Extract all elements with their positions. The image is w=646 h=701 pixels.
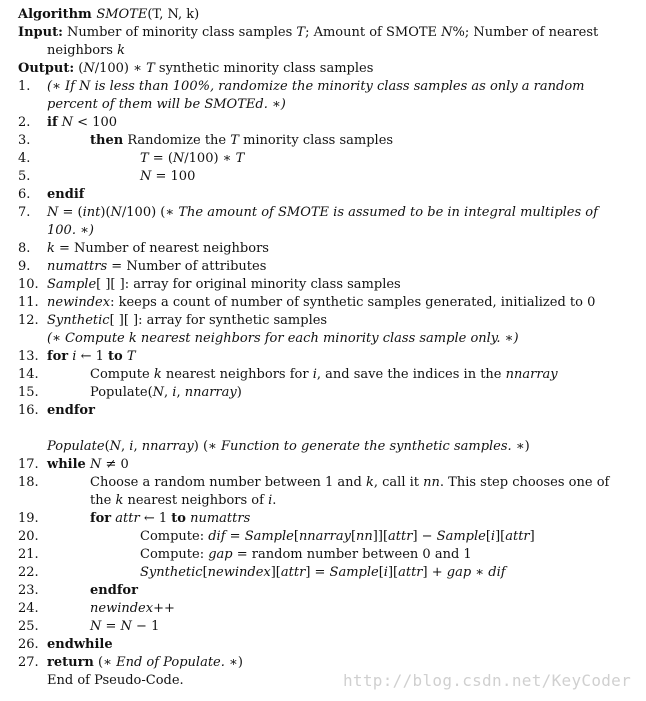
text-run: ) (236, 385, 242, 400)
line-number: 24. (18, 601, 39, 616)
text-run: (∗ If (47, 79, 80, 94)
text-run: Compute (90, 367, 154, 382)
text-run: Number of minority class samples (62, 25, 297, 40)
text-run: to (171, 511, 186, 526)
line-number: 16. (18, 403, 39, 418)
text-run: if (47, 115, 58, 130)
text-run: i (383, 565, 388, 580)
line-number: 18. (18, 475, 39, 490)
code-line (47, 672, 184, 690)
text-run: nn (356, 529, 373, 544)
code-line (140, 150, 244, 168)
text-run: gap (446, 565, 472, 580)
text-run: [ ][ ]: array for synthetic samples (109, 313, 328, 328)
text-run: [ ][ ]: array for original minority class samples (96, 277, 401, 292)
code-line (47, 276, 401, 294)
text-run: synthetic minority class samples (154, 61, 374, 76)
text-run: ]][ (372, 529, 389, 544)
text-run: %; Number of nearest (452, 25, 599, 40)
text-run: T (296, 25, 306, 40)
code-line (90, 132, 393, 150)
text-run: is less than 100%, randomize the minority class samples as only a random (90, 79, 585, 94)
line-number: 20. (18, 529, 39, 544)
code-line (47, 78, 585, 96)
code-line (90, 384, 242, 402)
text-run: : keeps a count of number of synthetic samples generated, initialized to 0 (110, 295, 596, 310)
text-run: T (230, 133, 239, 148)
text-run: ∗ (471, 565, 489, 580)
text-run: endwhile (47, 637, 113, 652)
text-run: = ( (58, 205, 83, 220)
text-run: N (89, 457, 102, 472)
text-run: N (61, 115, 74, 130)
code-line (47, 654, 243, 672)
text-run: ∗) (224, 655, 243, 670)
input-line (18, 24, 598, 42)
text-run: N (90, 619, 102, 634)
text-run: percent of them will be SMOTEd. ∗) (47, 97, 286, 112)
line-number: 15. (18, 385, 39, 400)
text-run: i (268, 493, 273, 508)
text-run: ][ (495, 529, 506, 544)
text-run: N (441, 25, 453, 40)
line-number: 21. (18, 547, 39, 562)
text-run: (T, N, k) (147, 7, 200, 22)
text-run: nearest neighbors of (123, 493, 269, 508)
line-number: 7. (18, 205, 31, 220)
text-run: [ (293, 529, 299, 544)
code-line (90, 618, 159, 636)
text-run: /100) ∗ (94, 61, 147, 76)
text-run: T (146, 61, 155, 76)
text-run: ][ (270, 565, 281, 580)
text-run: the (90, 493, 116, 508)
code-line (90, 510, 250, 528)
text-run: ) (∗ (193, 439, 222, 454)
text-run: ][ (387, 565, 399, 580)
line-number: 1. (18, 79, 31, 94)
text-run: Algorithm (18, 7, 97, 22)
text-run: N (47, 205, 59, 220)
text-run: ] = (305, 565, 330, 580)
text-run: ( (74, 61, 84, 76)
code-line (47, 114, 117, 132)
text-run: int (82, 205, 101, 220)
text-run: Sample (244, 529, 294, 544)
code-line (47, 348, 136, 366)
text-run: N (120, 619, 132, 634)
line-number: 8. (18, 241, 31, 256)
code-line (47, 294, 595, 312)
code-line (140, 564, 506, 582)
text-run: = 100 (151, 169, 196, 184)
text-run: (∗ Compute (47, 331, 129, 346)
text-run: = (101, 619, 121, 634)
text-run: neighbors (47, 43, 118, 58)
line-number: 22. (18, 565, 39, 580)
line-number: 17. (18, 457, 39, 472)
text-run: T (235, 151, 245, 166)
text-run: N (152, 385, 165, 400)
text-run: return (47, 655, 94, 670)
text-run: nnarray (184, 385, 237, 400)
text-run: for (47, 349, 69, 364)
code-line (90, 474, 609, 492)
text-run: /100) (∗ (121, 205, 179, 220)
text-run: then (90, 133, 124, 148)
text-run: [ (378, 565, 384, 580)
text-run: Sample (436, 529, 486, 544)
line-number: 11. (18, 295, 39, 310)
text-run: , call it (373, 475, 424, 490)
code-line (47, 258, 266, 276)
line-number: 4. (18, 151, 31, 166)
text-run: ∗) (511, 439, 530, 454)
text-run: attr (505, 529, 530, 544)
line-number: 27. (18, 655, 39, 670)
code-line (140, 546, 472, 564)
watermark: http://blog.csdn.net/KeyCoder (343, 671, 632, 690)
text-run: , (133, 439, 142, 454)
text-run: gap (208, 547, 233, 562)
line-number: 25. (18, 619, 39, 634)
code-line (140, 168, 195, 186)
text-run: (∗ (93, 655, 117, 670)
text-run: N (83, 61, 95, 76)
text-run: nnarray (141, 439, 194, 454)
text-run: )( (100, 205, 111, 220)
text-run: ] − (412, 529, 437, 544)
text-run: End of Pseudo-Code. (47, 673, 184, 688)
text-run: Populate (47, 439, 105, 454)
text-run: , (176, 385, 185, 400)
text-run: k (117, 43, 125, 58)
code-line (90, 582, 138, 600)
text-run: endfor (90, 583, 138, 598)
text-run: Synthetic (140, 565, 203, 580)
text-run: i (490, 529, 496, 544)
text-run: [ (202, 565, 208, 580)
text-run: minority class samples (238, 133, 394, 148)
line-number: 12. (18, 313, 39, 328)
text-run: nnarray (505, 367, 558, 382)
code-line (47, 402, 95, 420)
code-line (90, 492, 276, 510)
input-continuation (47, 42, 125, 60)
code-line (47, 96, 286, 114)
text-run: ← 1 (139, 511, 172, 526)
line-number: 3. (18, 133, 31, 148)
text-run: Choose a random number between 1 and (90, 475, 366, 490)
text-run: Function to generate the synthetic samples. (221, 439, 512, 454)
text-run: , (121, 439, 130, 454)
code-line (47, 222, 94, 240)
text-run: nearest neighbors for (161, 367, 313, 382)
line-number: 5. (18, 169, 31, 184)
code-line (90, 366, 558, 384)
text-run: newindex (90, 601, 154, 616)
text-run: dif (208, 529, 226, 544)
text-run: The amount of SMOTE is assumed to be in integral multiples of (178, 205, 598, 220)
text-run: T (126, 349, 136, 364)
text-run: k (115, 493, 124, 508)
text-run: < 100 (73, 115, 118, 130)
text-run: ← 1 (76, 349, 108, 364)
line-number: 13. (18, 349, 39, 364)
line-number: 14. (18, 367, 39, 382)
text-run: Compute: (140, 547, 209, 562)
text-run: = random number between 0 and 1 (232, 547, 472, 562)
code-line (140, 528, 535, 546)
line-number: 23. (18, 583, 39, 598)
text-run: Sample (47, 277, 97, 292)
text-run: N (109, 439, 122, 454)
text-run: while (47, 457, 86, 472)
text-run: ( (104, 439, 110, 454)
text-run: End of Populate. (116, 655, 225, 670)
text-run: . (272, 493, 277, 508)
text-run: , and save the indices in the (316, 367, 506, 382)
text-run: numattrs (47, 259, 108, 274)
text-run: nnarray (298, 529, 351, 544)
line-number: 26. (18, 637, 39, 652)
text-run: − 1 (131, 619, 160, 634)
text-run: k (153, 367, 162, 382)
code-line (90, 600, 175, 618)
text-run: SMOTE (96, 7, 148, 22)
code-line (47, 636, 113, 654)
text-run: endfor (47, 403, 95, 418)
code-line (47, 204, 598, 222)
text-run: , (164, 385, 173, 400)
text-run: attr (115, 511, 140, 526)
text-run: ] + (422, 565, 447, 580)
text-run: k (365, 475, 374, 490)
text-run: for (90, 511, 112, 526)
text-run: endif (47, 187, 85, 202)
text-run: Sample (329, 565, 379, 580)
line-number: 19. (18, 511, 39, 526)
text-run: ≠ 0 (101, 457, 129, 472)
text-run: i (72, 349, 77, 364)
text-run: = (225, 529, 245, 544)
code-line (47, 312, 327, 330)
text-run: ] (529, 529, 535, 544)
text-run: numattrs (190, 511, 251, 526)
text-run: N (140, 169, 152, 184)
text-run: T (140, 151, 149, 166)
text-run: newindex (47, 295, 111, 310)
text-run: Synthetic (47, 313, 110, 328)
text-run: dif (488, 565, 506, 580)
line-number: 10. (18, 277, 39, 292)
line-number: 6. (18, 187, 31, 202)
text-run: /100) ∗ (184, 151, 236, 166)
text-run: k (128, 331, 137, 346)
text-run: newindex (207, 565, 271, 580)
text-run: N (79, 79, 91, 94)
text-run: . This step chooses one of (439, 475, 610, 490)
text-run: i (129, 439, 134, 454)
algorithm-title (18, 6, 199, 24)
text-run: [ (485, 529, 491, 544)
text-run: k (47, 241, 55, 256)
text-run: nn (423, 475, 440, 490)
code-line (47, 330, 519, 348)
text-run: Populate( (90, 385, 153, 400)
code-line (47, 438, 530, 456)
line-number: 2. (18, 115, 31, 130)
text-run: ; Amount of SMOTE (305, 25, 442, 40)
text-run: attr (398, 565, 423, 580)
line-number: 9. (18, 259, 31, 274)
text-run: 100. ∗) (47, 223, 94, 238)
text-run: Compute: (140, 529, 209, 544)
code-line (47, 240, 269, 258)
text-run: attr (388, 529, 413, 544)
text-run: nearest neighbors for each minority class sample only. ∗) (136, 331, 519, 346)
code-line (47, 456, 129, 474)
text-run: Input: (18, 25, 63, 40)
code-line (47, 186, 84, 204)
text-run: [ (350, 529, 357, 544)
output-line (18, 60, 373, 78)
text-run: ++ (153, 601, 175, 616)
text-run: = Number of nearest neighbors (54, 241, 269, 256)
text-run: N (110, 205, 122, 220)
text-run: attr (280, 565, 306, 580)
text-run: i (172, 385, 177, 400)
text-run: to (108, 349, 123, 364)
text-run: = Number of attributes (107, 259, 267, 274)
text-run: = ( (148, 151, 173, 166)
text-run: N (172, 151, 185, 166)
text-run: Randomize the (123, 133, 231, 148)
text-run: Output: (18, 61, 75, 76)
text-run: i (312, 367, 317, 382)
